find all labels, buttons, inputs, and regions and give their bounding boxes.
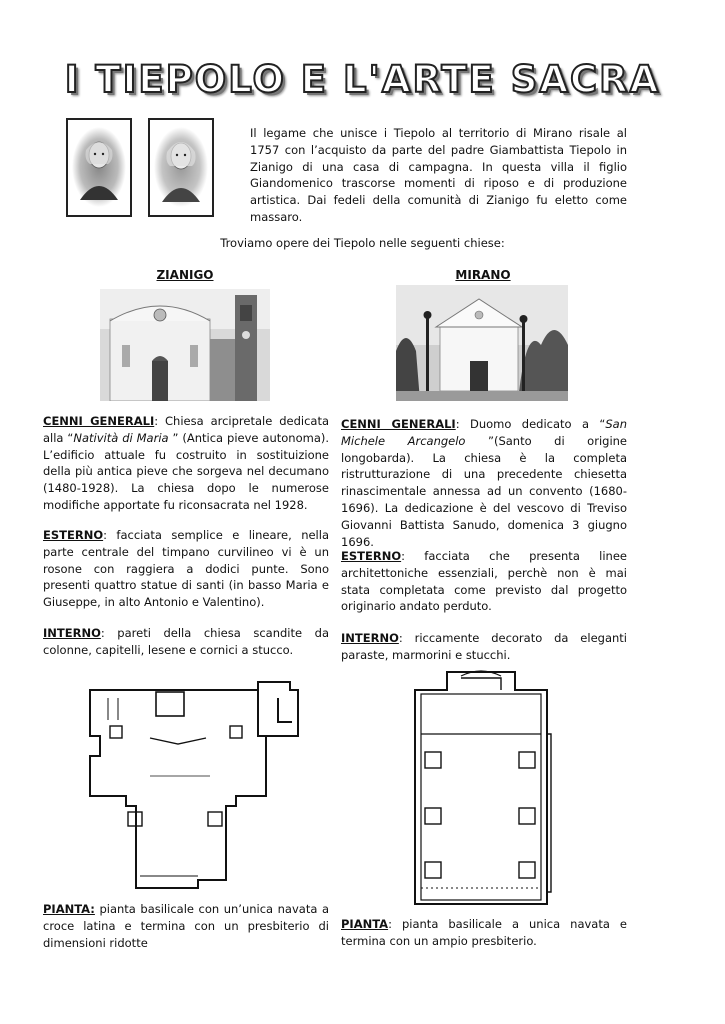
mirano-interno — [341, 630, 627, 664]
mirano-pianta-label: PIANTA — [341, 917, 389, 931]
mirano-esterno-text: : facciata che presenta linee architettoniche essenziali, perchè non è mai stata completata come previsto dal progetto originario andato perduto. — [341, 549, 627, 614]
mirano-cenni-text-b: ”(Santo di origine longobarda). La chiesa è la completa ristrutturazione di una precedente chiesetta rinascimentale annessa ad un convento (1680-1696). La dedicazione è del vescovo di Treviso Giovanni Battista Sanudo, domenica 3 giugno 1696. — [341, 433, 627, 549]
zianigo-cenni-text-b: ” (Antica pieve autonoma). L’edificio attuale fu costruito in sostituizione della più antica pieve che sorgeva nel decumano (1480-1928). La chiesa dopo le numerose modifiche apportate fu riconsacrata nel 1928. — [43, 430, 330, 512]
zianigo-pianta-text: pianta basilicale con un’unica navata a croce latina e termina con un presbiterio di dimensioni ridotte — [43, 902, 329, 950]
mirano-cenni-label: CENNI GENERALI — [341, 417, 456, 431]
mirano-esterno — [341, 548, 627, 615]
zianigo-pianta — [43, 901, 329, 951]
intro-paragraph: Il legame che unisce i Tiepolo al territorio di Mirano risale al 1757 con l’acquisto da parte del padre Giambattista Tiepolo in Zianigo di una casa di campagna. In questa villa il figlio Giandomenico trascorse momenti di riposo e di produzione artistica. Dai fedeli della comunità di Zianigo fu eletto come massaro. — [250, 126, 627, 224]
zianigo-cenni-label: CENNI GENERALI — [43, 414, 155, 428]
mirano-dedication: San Michele Arcangelo — [341, 417, 627, 448]
zianigo-esterno — [43, 527, 329, 611]
zianigo-esterno-text: : facciata semplice e lineare, nella parte centrale del timpano curvilineo vi è un rosone con raggiera a dodici punte. Sono presenti quattro statue di santi (in basso Maria e Giuseppe, in alto Antonio e Valentino). — [43, 528, 329, 610]
mirano-esterno-label: ESTERNO — [341, 549, 402, 563]
heading-zianigo: ZIANIGO — [156, 268, 214, 282]
mirano-cenni-text-a: : Duomo dedicato a “ — [455, 417, 606, 431]
photo-mirano-church — [396, 285, 568, 401]
churches-intro-line: Troviamo opere dei Tiepolo nelle seguenti chiese: — [220, 236, 505, 250]
zianigo-pianta-label: PIANTA: — [43, 902, 95, 916]
zianigo-interno-text: : pareti della chiesa scandite da colonne, capitelli, lesene e cornici a stucco. — [43, 626, 329, 657]
zianigo-cenni-generali — [43, 413, 329, 514]
floor-plan-zianigo — [80, 676, 312, 896]
page-title: I TIEPOLO E L'ARTE SACRA — [64, 58, 661, 101]
heading-mirano: MIRANO — [455, 268, 511, 282]
zianigo-dedication: Natività di Maria — [73, 430, 169, 445]
zianigo-cenni-text-a: : Chiesa arcipretale dedicata alla “ — [43, 414, 330, 445]
mirano-cenni-generali — [341, 416, 627, 550]
portrait-giambattista — [66, 118, 132, 217]
zianigo-esterno-label: ESTERNO — [43, 528, 104, 542]
mirano-pianta-text: : pianta basilicale a unica navata e termina con un ampio presbiterio. — [341, 917, 627, 948]
mirano-pianta — [341, 916, 627, 950]
mirano-interno-text: : riccamente decorato da eleganti paraste, marmorini e stucchi. — [341, 631, 627, 662]
portrait-giandomenico — [148, 118, 214, 217]
floor-plan-mirano — [405, 664, 557, 910]
mirano-interno-label: INTERNO — [341, 631, 399, 645]
zianigo-interno — [43, 625, 329, 659]
zianigo-interno-label: INTERNO — [43, 626, 101, 640]
photo-zianigo-church — [100, 289, 270, 401]
